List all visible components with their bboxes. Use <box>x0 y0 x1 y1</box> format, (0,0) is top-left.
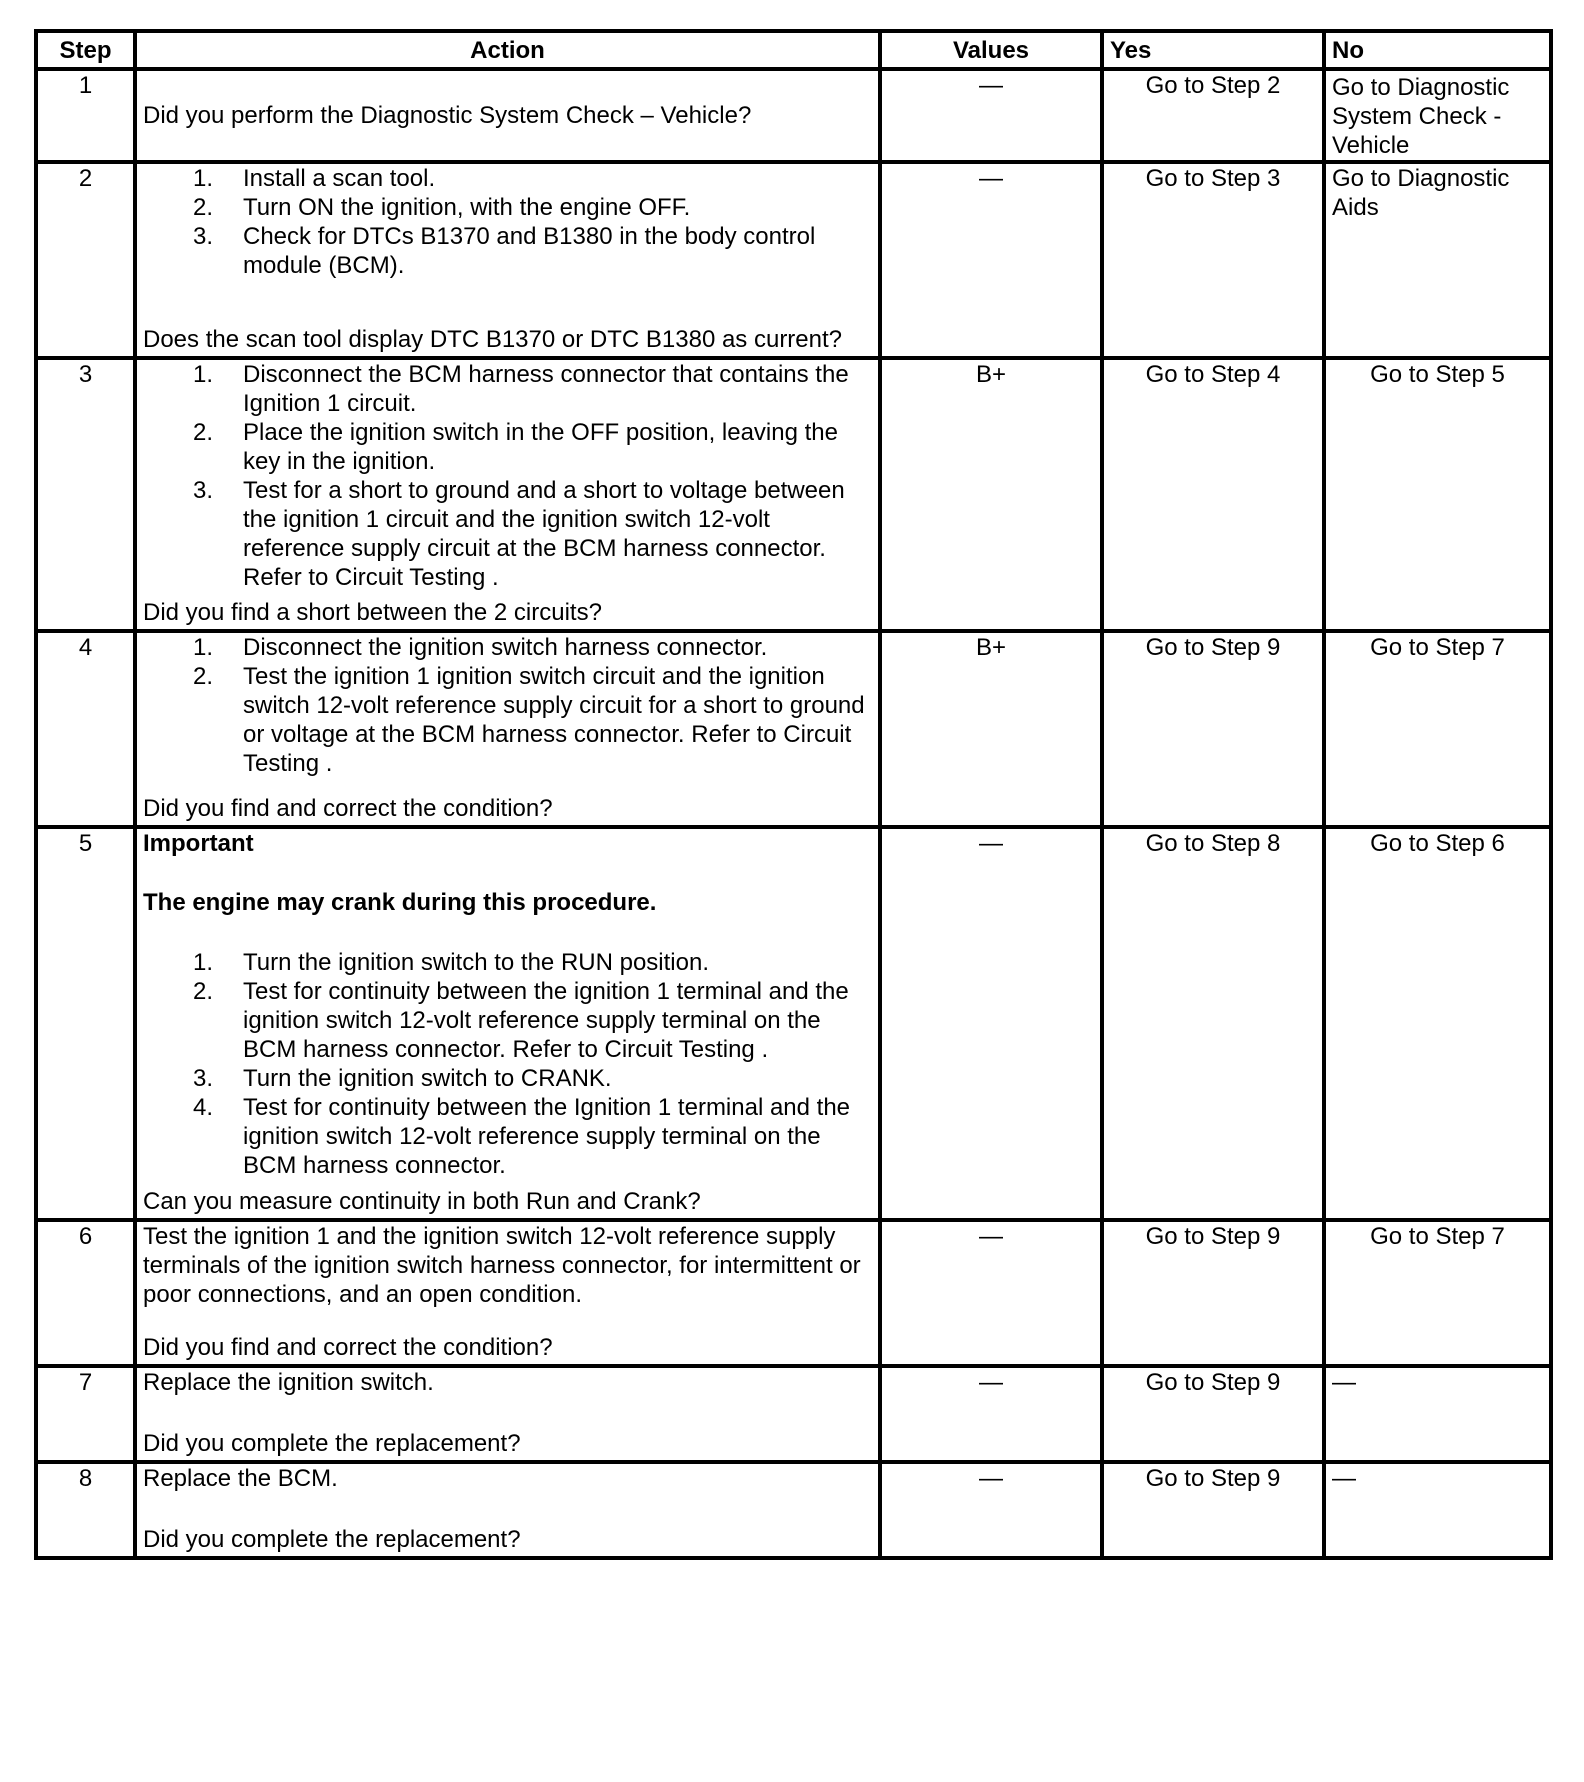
action-cell <box>135 1366 880 1462</box>
list-item: 1. Install a scan tool. <box>193 165 436 192</box>
action-intro: Test the ignition 1 and the ignition switch 12-volt reference supply terminals of the ignition switch harness connector, for intermittent or poor connections, and an open condition. <box>143 1223 861 1308</box>
value-cell: — <box>880 827 1102 1220</box>
table-row <box>36 1220 1551 1366</box>
action-cell <box>135 1220 880 1366</box>
action-question: Does the scan tool display DTC B1370 or DTC B1380 as current? <box>143 326 843 353</box>
list-item: 3. Test for a short to ground and a short to voltage between the ignition 1 circuit and the ignition switch 12-volt reference supply circuit at the BCM harness connector. Refer to Circuit Testing . <box>193 477 845 591</box>
yes-cell: Go to Step 9 <box>1102 1462 1324 1558</box>
action-question: Did you find and correct the condition? <box>143 1334 553 1361</box>
list-item: 2. Turn ON the ignition, with the engine OFF. <box>193 194 691 221</box>
action-cell <box>135 1462 880 1558</box>
action-question: Can you measure continuity in both Run and Crank? <box>143 1188 701 1215</box>
step-number: 8 <box>36 1462 135 1558</box>
header-step: Step <box>36 31 135 69</box>
value-cell: — <box>880 1366 1102 1462</box>
table-row <box>36 631 1551 827</box>
step-number: 7 <box>36 1366 135 1462</box>
header-values: Values <box>880 31 1102 69</box>
yes-cell: Go to Step 8 <box>1102 827 1324 1220</box>
value-cell: B+ <box>880 358 1102 631</box>
header-yes: Yes <box>1102 31 1324 69</box>
action-cell <box>135 827 880 1220</box>
action-question: Did you complete the replacement? <box>143 1526 521 1553</box>
list-item: 2. Test for continuity between the ignition 1 terminal and the ignition switch 12-volt reference supply terminal on the BCM harness connector. Refer to Circuit Testing . <box>193 978 849 1063</box>
action-question: Did you perform the Diagnostic System Check – Vehicle? <box>143 102 752 129</box>
important-text: The engine may crank during this procedure. <box>143 889 657 916</box>
list-item: 1. Disconnect the ignition switch harness connector. <box>193 634 768 661</box>
table-row <box>36 69 1551 162</box>
step-number: 6 <box>36 1220 135 1366</box>
list-item: 4. Test for continuity between the Ignition 1 terminal and the ignition switch 12-volt reference supply terminal on the BCM harness connector. <box>193 1094 851 1179</box>
action-steps <box>143 948 872 1180</box>
list-item: 3. Check for DTCs B1370 and B1380 in the body control module (BCM). <box>193 223 816 279</box>
value-cell: — <box>880 69 1102 162</box>
action-cell <box>135 631 880 827</box>
action-steps <box>143 633 872 778</box>
yes-cell: Go to Step 2 <box>1102 69 1324 162</box>
list-item: 3. Turn the ignition switch to CRANK. <box>193 1065 612 1092</box>
value-cell: — <box>880 1220 1102 1366</box>
no-cell: Go to Step 7 <box>1324 631 1551 827</box>
yes-cell: Go to Step 3 <box>1102 162 1324 358</box>
diagnostic-table <box>34 29 1553 1560</box>
header-row <box>36 31 1551 69</box>
yes-cell: Go to Step 9 <box>1102 1366 1324 1462</box>
no-cell: Go to Step 5 <box>1324 358 1551 631</box>
header-no: No <box>1324 31 1551 69</box>
list-item: 1. Turn the ignition switch to the RUN position. <box>193 949 709 976</box>
list-item: 1. Disconnect the BCM harness connector that contains the Ignition 1 circuit. <box>193 361 849 417</box>
step-number: 5 <box>36 827 135 1220</box>
action-cell <box>135 69 880 162</box>
list-item: 2. Test the ignition 1 ignition switch circuit and the ignition switch 12-volt reference supply circuit for a short to ground or voltage at the BCM harness connector. Refer to Circuit Testing . <box>193 663 865 777</box>
step-number: 3 <box>36 358 135 631</box>
no-cell: Go to Step 6 <box>1324 827 1551 1220</box>
value-cell: — <box>880 162 1102 358</box>
step-number: 2 <box>36 162 135 358</box>
action-question: Did you complete the replacement? <box>143 1430 521 1457</box>
action-intro: Replace the BCM. <box>143 1465 338 1492</box>
action-cell <box>135 162 880 358</box>
action-question: Did you find a short between the 2 circuits? <box>143 599 602 626</box>
value-cell: B+ <box>880 631 1102 827</box>
no-cell: — <box>1324 1366 1551 1462</box>
action-steps <box>143 360 872 592</box>
yes-cell: Go to Step 9 <box>1102 631 1324 827</box>
important-title: Important <box>143 830 254 857</box>
action-intro: Replace the ignition switch. <box>143 1369 434 1396</box>
no-cell: Go to Diagnostic Aids <box>1324 162 1551 358</box>
no-cell: Go to Diagnostic System Check - Vehicle <box>1324 69 1551 162</box>
action-cell <box>135 358 880 631</box>
table-row <box>36 358 1551 631</box>
table-row <box>36 162 1551 358</box>
table-row <box>36 1366 1551 1462</box>
no-cell: — <box>1324 1462 1551 1558</box>
step-number: 4 <box>36 631 135 827</box>
no-cell: Go to Step 7 <box>1324 1220 1551 1366</box>
list-item: 2. Place the ignition switch in the OFF position, leaving the key in the ignition. <box>193 419 838 475</box>
yes-cell: Go to Step 4 <box>1102 358 1324 631</box>
yes-cell: Go to Step 9 <box>1102 1220 1324 1366</box>
action-steps <box>143 164 872 280</box>
value-cell: — <box>880 1462 1102 1558</box>
action-question: Did you find and correct the condition? <box>143 795 553 822</box>
step-number: 1 <box>36 69 135 162</box>
table-row <box>36 1462 1551 1558</box>
header-action: Action <box>135 31 880 69</box>
table-row <box>36 827 1551 1220</box>
